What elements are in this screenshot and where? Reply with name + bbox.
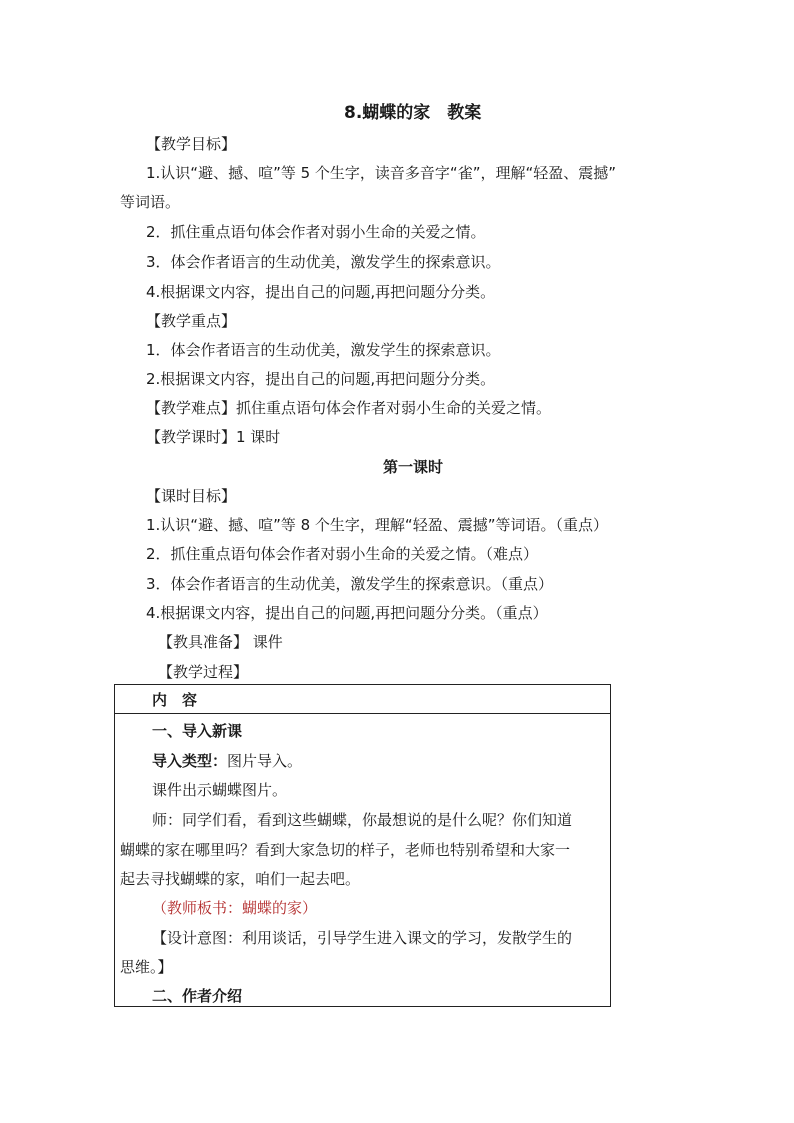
focus-2: 2.根据课文内容，提出自己的问题,再把问题分分类。 (146, 370, 496, 388)
section-heading-focus: 【教学重点】 (146, 312, 237, 330)
focus-1: 1．体会作者语言的生动优美，激发学生的探索意识。 (146, 341, 501, 359)
goal-3: 3．体会作者语言的生动优美，激发学生的探索意识。 (146, 253, 501, 271)
difficulty: 【教学难点】抓住重点语句体会作者对弱小生命的关爱之情。 (146, 399, 552, 417)
lesson-goal-2: 2．抓住重点语句体会作者对弱小生命的关爱之情。（难点） (146, 545, 539, 563)
document-title: 8.蝴蝶的家 教案 (344, 103, 482, 123)
intro-type-value: 图片导入。 (227, 752, 303, 770)
goal-4: 4.根据课文内容，提出自己的问题,再把问题分分类。 (146, 283, 496, 301)
lesson-goal-1: 1.认识“避、撼、喧”等 8 个生字，理解“轻盈、震撼”等词语。（重点） (146, 516, 608, 534)
intro-type-label: 导入类型： (152, 752, 228, 770)
table-header-divider (114, 713, 611, 714)
part-2-heading: 二、作者介绍 (152, 987, 243, 1005)
lesson-goal-3: 3．体会作者语言的生动优美，激发学生的探索意识。（重点） (146, 575, 554, 593)
lesson-goal-4: 4.根据课文内容，提出自己的问题,再把问题分分类。（重点） (146, 604, 548, 622)
design-intent-line-2: 思维。】 (120, 958, 173, 976)
goal-1-line-2: 等词语。 (120, 193, 181, 211)
intro-type (152, 751, 302, 771)
teacher-speech-line-2: 蝴蝶的家在哪里吗？看到大家急切的样子，老师也特别希望和大家一 (120, 841, 571, 859)
teacher-speech-line-3: 起去寻找蝴蝶的家，咱们一起去吧。 (120, 870, 361, 888)
section-heading-lesson-goals: 【课时目标】 (146, 487, 237, 505)
section-heading-process: 【教学过程】 (158, 663, 249, 681)
teacher-speech-line-1: 师：同学们看，看到这些蝴蝶，你最想说的是什么呢？你们知道 (152, 811, 573, 829)
design-intent-line-1: 【设计意图：利用谈话，引导学生进入课文的学习，发散学生的 (152, 929, 573, 947)
courseware-note: 课件出示蝴蝶图片。 (152, 781, 288, 799)
teaching-tools: 【教具准备】 课件 (158, 633, 283, 651)
board-writing-note: （教师板书：蝴蝶的家） (152, 899, 318, 917)
class-hours: 【教学课时】1 课时 (146, 428, 281, 446)
part-1-heading: 一、导入新课 (152, 722, 243, 740)
goal-2: 2．抓住重点语句体会作者对弱小生命的关爱之情。 (146, 223, 486, 241)
goal-1-line-1: 1.认识“避、撼、喧”等 5 个生字，读音多音字“雀”，理解“轻盈、震撼” (146, 164, 617, 182)
lesson-title: 第一课时 (383, 458, 444, 476)
section-heading-goals: 【教学目标】 (146, 135, 237, 153)
table-header: 内 容 (152, 691, 198, 709)
